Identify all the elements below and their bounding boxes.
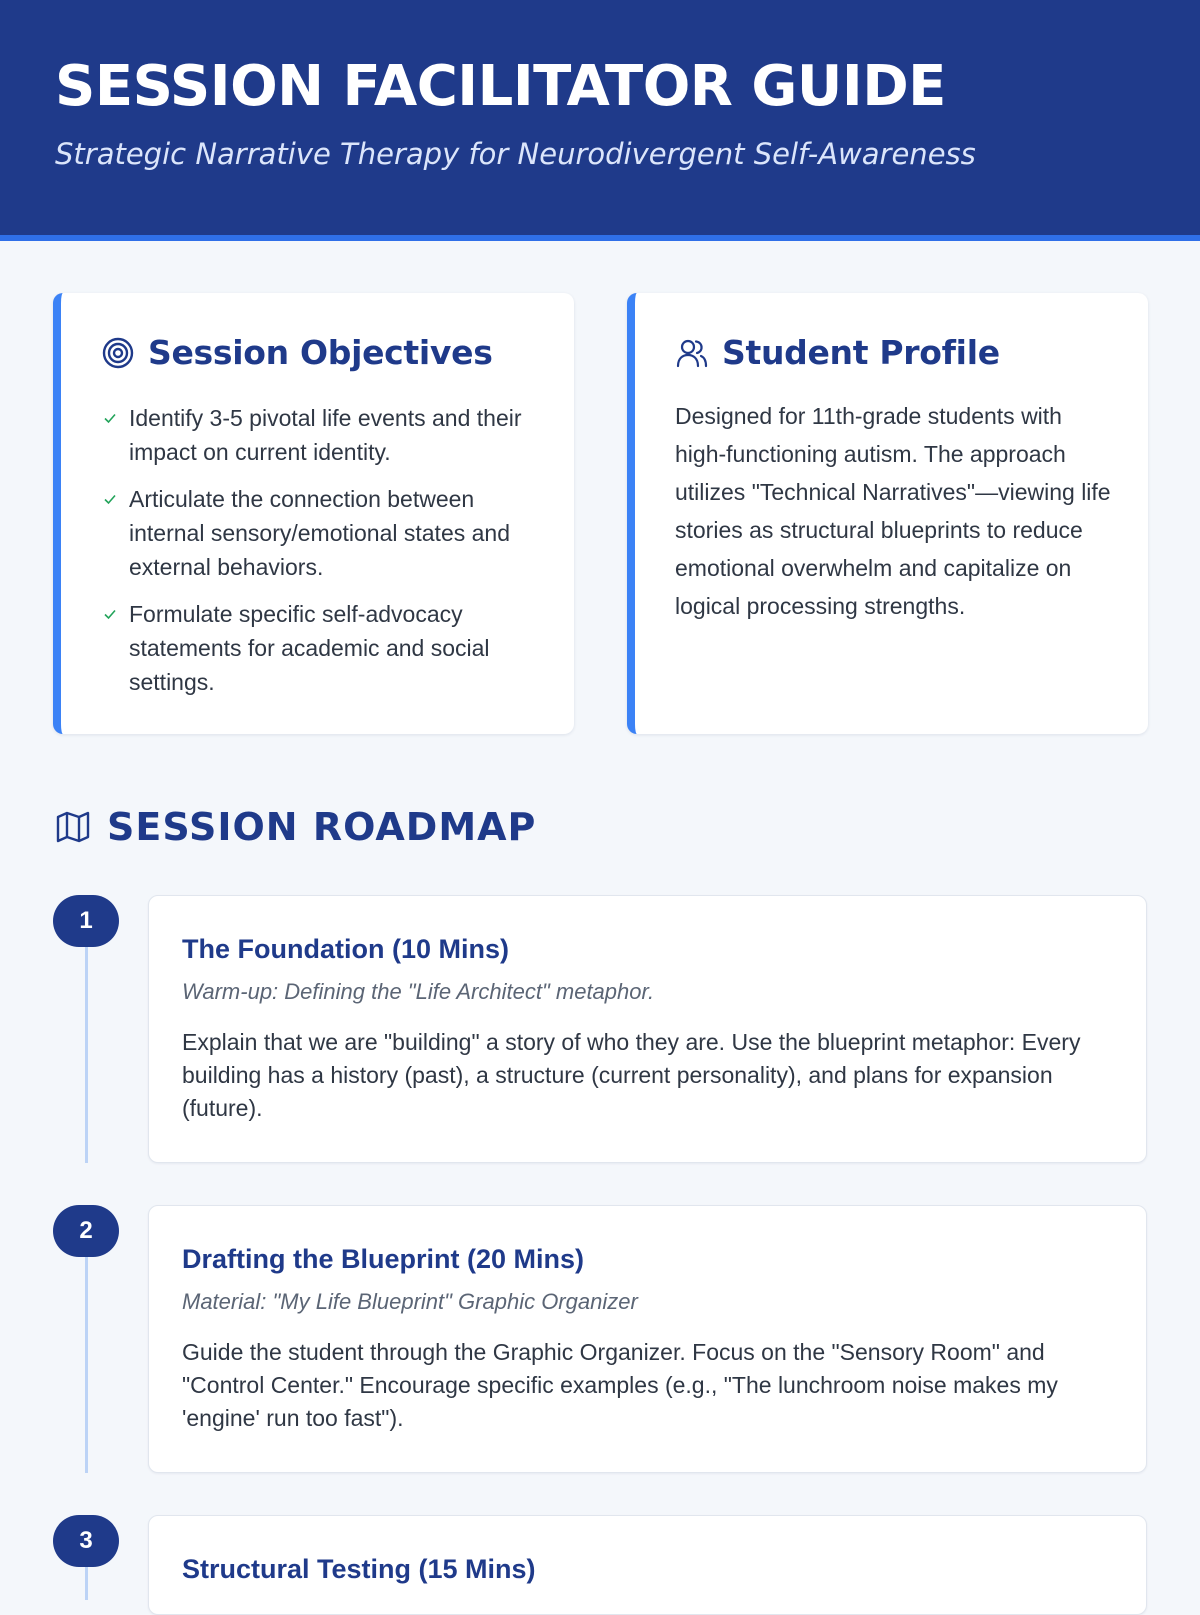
objective-text: Identify 3-5 pivotal life events and their impact on current identity. [129,405,522,465]
list-item [103,401,533,469]
check-icon [103,607,117,621]
page-subtitle: Strategic Narrative Therapy for Neurodivergent Self-Awareness [55,137,976,171]
objective-text: Formulate specific self-advocacy statements for academic and social settings. [129,601,490,695]
step-title: Structural Testing (15 Mins) [182,1554,536,1584]
info-cards [53,293,1147,735]
step-title: Drafting the Blueprint (20 Mins) [182,1244,585,1274]
objectives-header [101,333,493,372]
list-item [103,597,533,699]
users-icon [675,336,709,370]
page-header [0,0,1200,241]
timeline-line [85,1567,88,1600]
step-subtitle: Warm-up: Defining the "Life Architect" metaphor. [182,979,655,1004]
step-description: Explain that we are "building" a story of who they are. Use the blueprint metaphor: Every building has a history (past), a structure (current personality), and plans for expansion (future). [182,1029,1081,1121]
check-icon [103,411,117,425]
roadmap-step-1 [53,895,1147,1165]
profile-description: Designed for 11th-grade students with high-functioning autism. The approach utilizes "Technical Narratives"—viewing life stories as structural blueprints to reduce emotional overwhelm and capitalize on logical processing strengths. [675,403,1111,619]
timeline-line [85,947,88,1163]
profile-header [675,333,1000,372]
list-item [103,482,533,584]
roadmap-step-3 [53,1515,1147,1600]
page-title: SESSION FACILITATOR GUIDE [55,54,946,119]
step-number: 2 [53,1205,119,1257]
timeline-line [85,1257,88,1473]
roadmap-heading [55,805,536,849]
roadmap-title: SESSION ROADMAP [107,805,537,849]
step-title: The Foundation (10 Mins) [182,934,509,964]
roadmap-step-2 [53,1205,1147,1475]
step-card [148,1515,1147,1615]
step-card [148,895,1147,1163]
map-icon [55,809,91,845]
objectives-list [103,401,533,712]
objective-text: Articulate the connection between internal sensory/emotional states and external behaviors. [129,486,510,580]
step-card [148,1205,1147,1473]
step-number: 1 [53,895,119,947]
step-subtitle: Material: "My Life Blueprint" Graphic Organizer [182,1289,638,1314]
check-icon [103,492,117,506]
step-number: 3 [53,1515,119,1567]
objectives-card [53,293,574,734]
objectives-title: Session Objectives [148,333,493,372]
profile-title: Student Profile [722,333,1000,372]
target-icon [101,336,135,370]
step-description: Guide the student through the Graphic Organizer. Focus on the "Sensory Room" and "Control Center." Encourage specific examples (e.g., "The lunchroom noise makes my 'engine' run too fast"). [182,1339,1058,1431]
profile-card [627,293,1148,734]
